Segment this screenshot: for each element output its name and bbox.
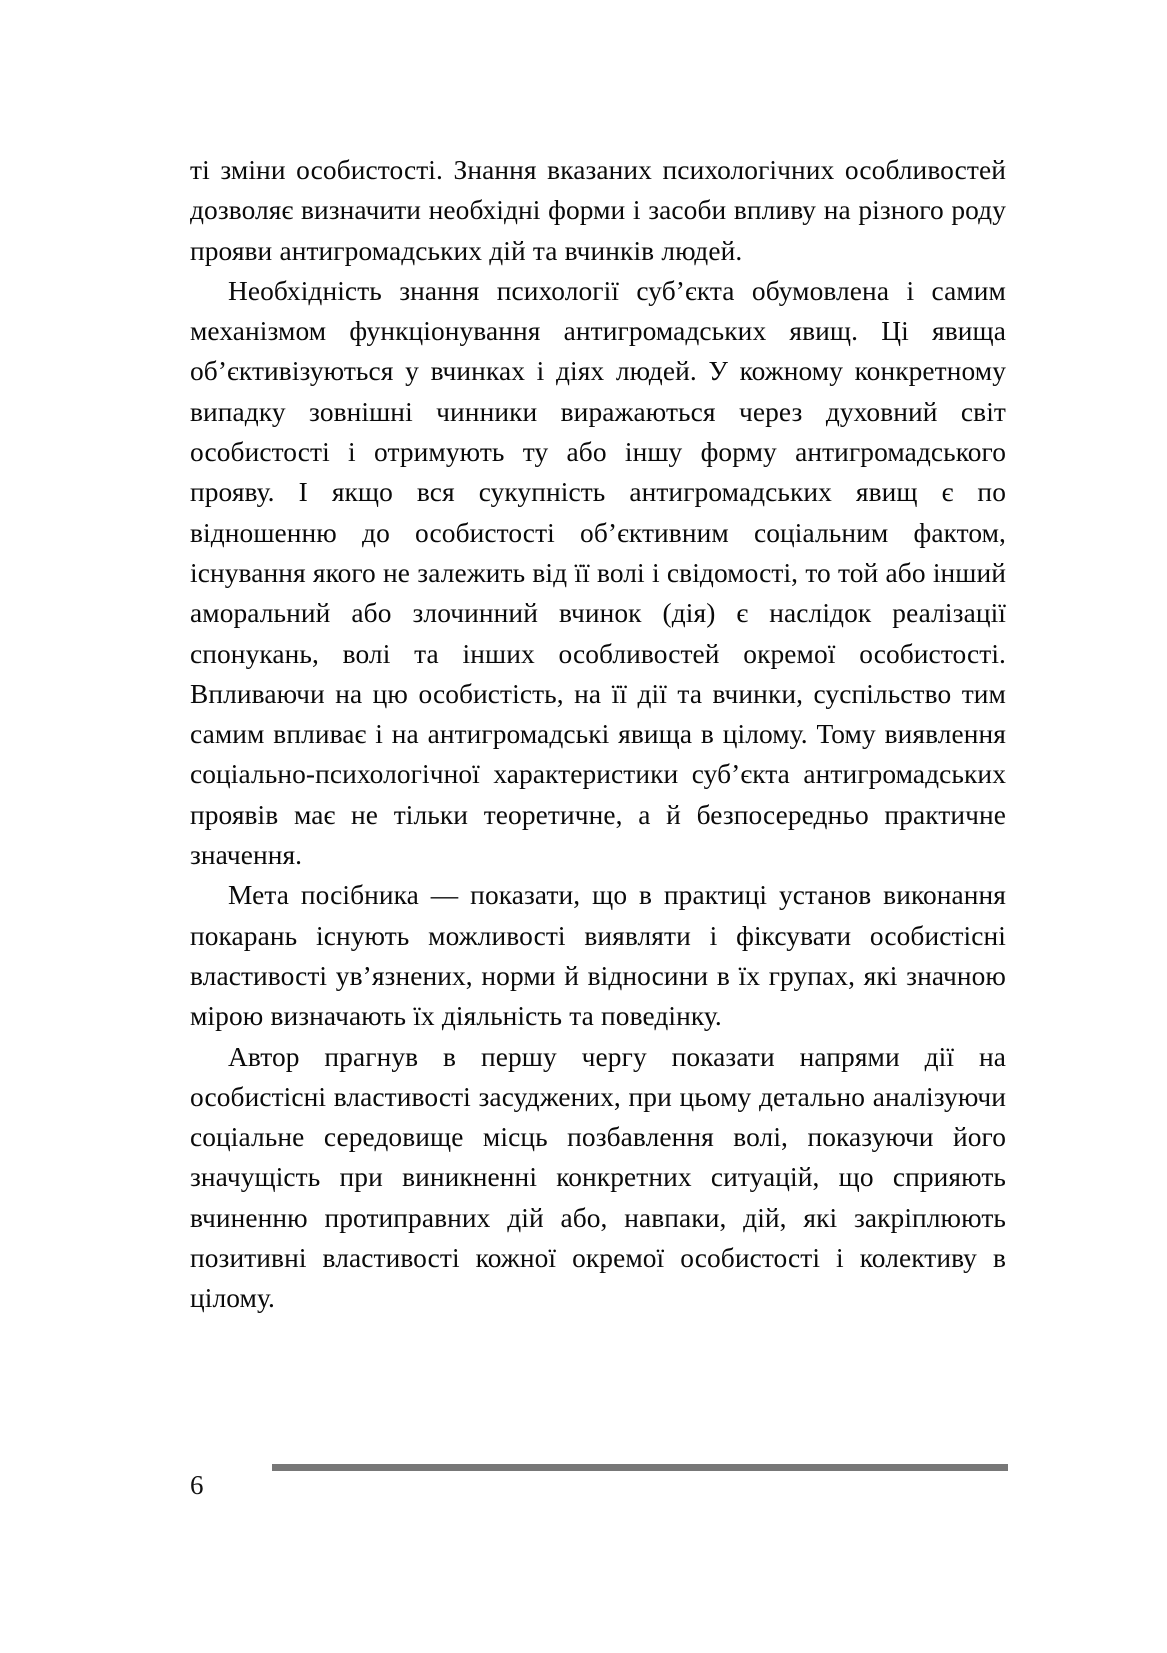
paragraph-author: Автор прагнув в першу чергу показати напрями дії на особистісні властивості засуджених, при цьому детально аналізуючи соціальне середовище місць позбавлення волі, показуючи його значущість при виникненні конкретних ситуацій, що сприяють вчиненню протиправних дій або, навпаки, дій, які закріплюють позитивні властивості кожної окремої особистості і колективу в цілому. (190, 1041, 1006, 1314)
footer-divider-rule (272, 1464, 1008, 1471)
page-body-text (190, 150, 1006, 1319)
paragraph-necessity: Необхідність знання психології суб’єкта обумовлена і самим механізмом функціонування антигромадських явищ. Ці явища об’єктивізуються у вчинках і діях людей. У кожному конкретному випадку зовнішні чинники виражаються через духовний світ особистості і отримують ту або іншу форму антигромадського прояву. І якщо вся сукупність антигромадських явищ є по відношенню до особистості об’єктивним соціальним фактом, існування якого не залежить від її волі і свідомості, то той або інший аморальний або злочинний вчинок (дія) є наслідок реалізації спонукань, волі та інших особливостей окремої особистості. Впливаючи на цю особистість, на її дії та вчинки, суспільство тим самим впливає і на антигромадські явища в цілому. Тому виявлення соціально-психологічної характеристики суб’єкта антигромадських проявів має не тільки теоретичне, а й безпосередньо практичне значення. (190, 275, 1006, 871)
paragraph-purpose: Мета посібника — показати, що в практиці установ виконання покарань існують можливості виявляти і фіксувати особистісні властивості ув’язнених, норми й відносини в їх групах, які значною мірою визначають їх діяльність та поведінку. (190, 880, 1006, 1032)
page-number: 6 (190, 1470, 204, 1500)
page-footer (0, 1458, 1167, 1518)
paragraph-continued: ті зміни особистості. Знання вказаних психологічних особливостей дозволяє визначити необхідні форми і засоби впливу на різного роду прояви антигромадських дій та вчинків людей. (190, 155, 1006, 266)
